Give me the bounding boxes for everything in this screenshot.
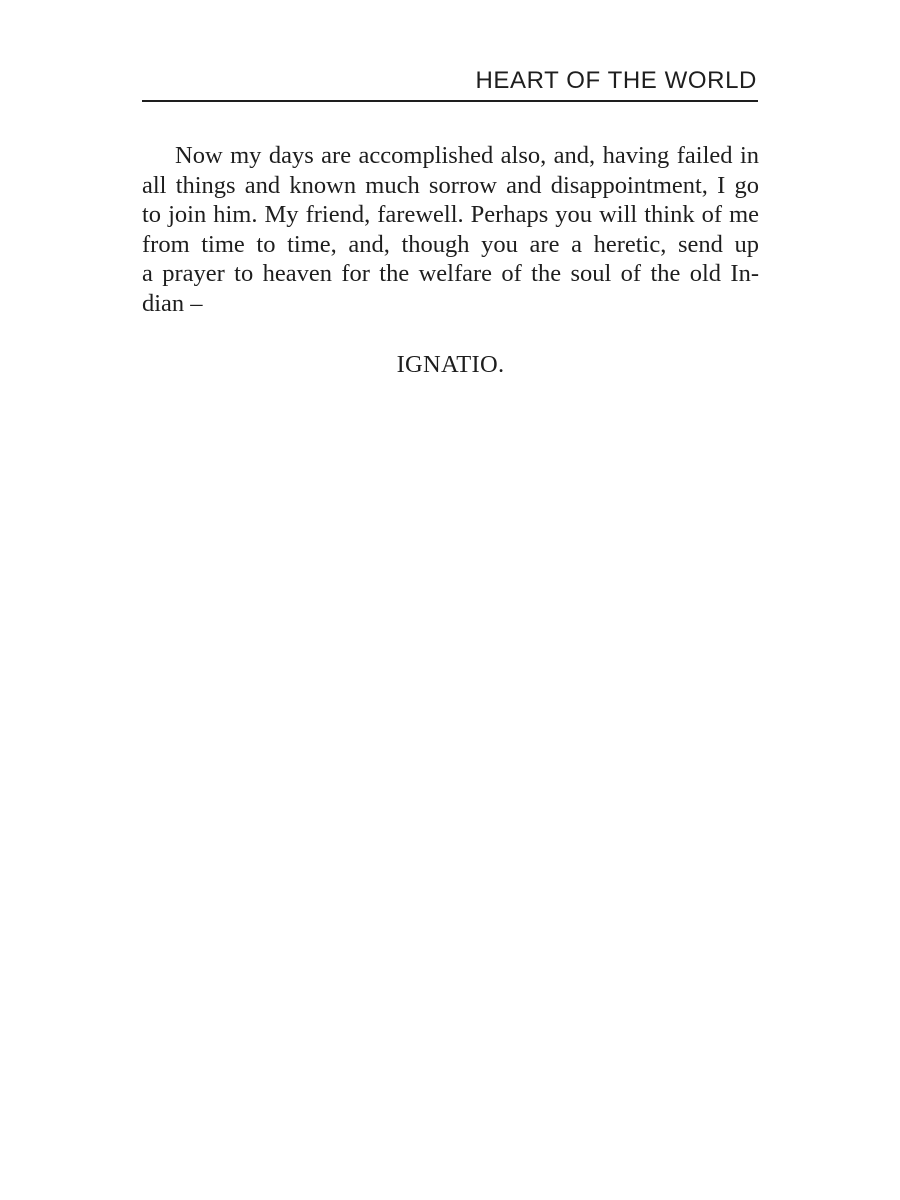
paragraph-line: to join him. My friend, farewell. Perhaps you will think of me	[142, 201, 759, 229]
paragraph-line: Now my days are accomplished also, and, having failed in	[175, 142, 759, 169]
paragraph-line: all things and known much sorrow and disappointment, I go	[142, 171, 759, 199]
letter-signature: IGNATIO.	[396, 351, 505, 378]
paragraph-line: a prayer to heaven for the welfare of the soul of the old In-	[142, 260, 759, 288]
header-rule	[142, 100, 758, 102]
paragraph-line: from time to time, and, though you are a heretic, send up	[142, 230, 759, 258]
body-paragraph	[142, 141, 759, 319]
running-head-title: HEART OF THE WORLD	[475, 67, 757, 94]
paragraph-line: dian –	[142, 289, 203, 317]
